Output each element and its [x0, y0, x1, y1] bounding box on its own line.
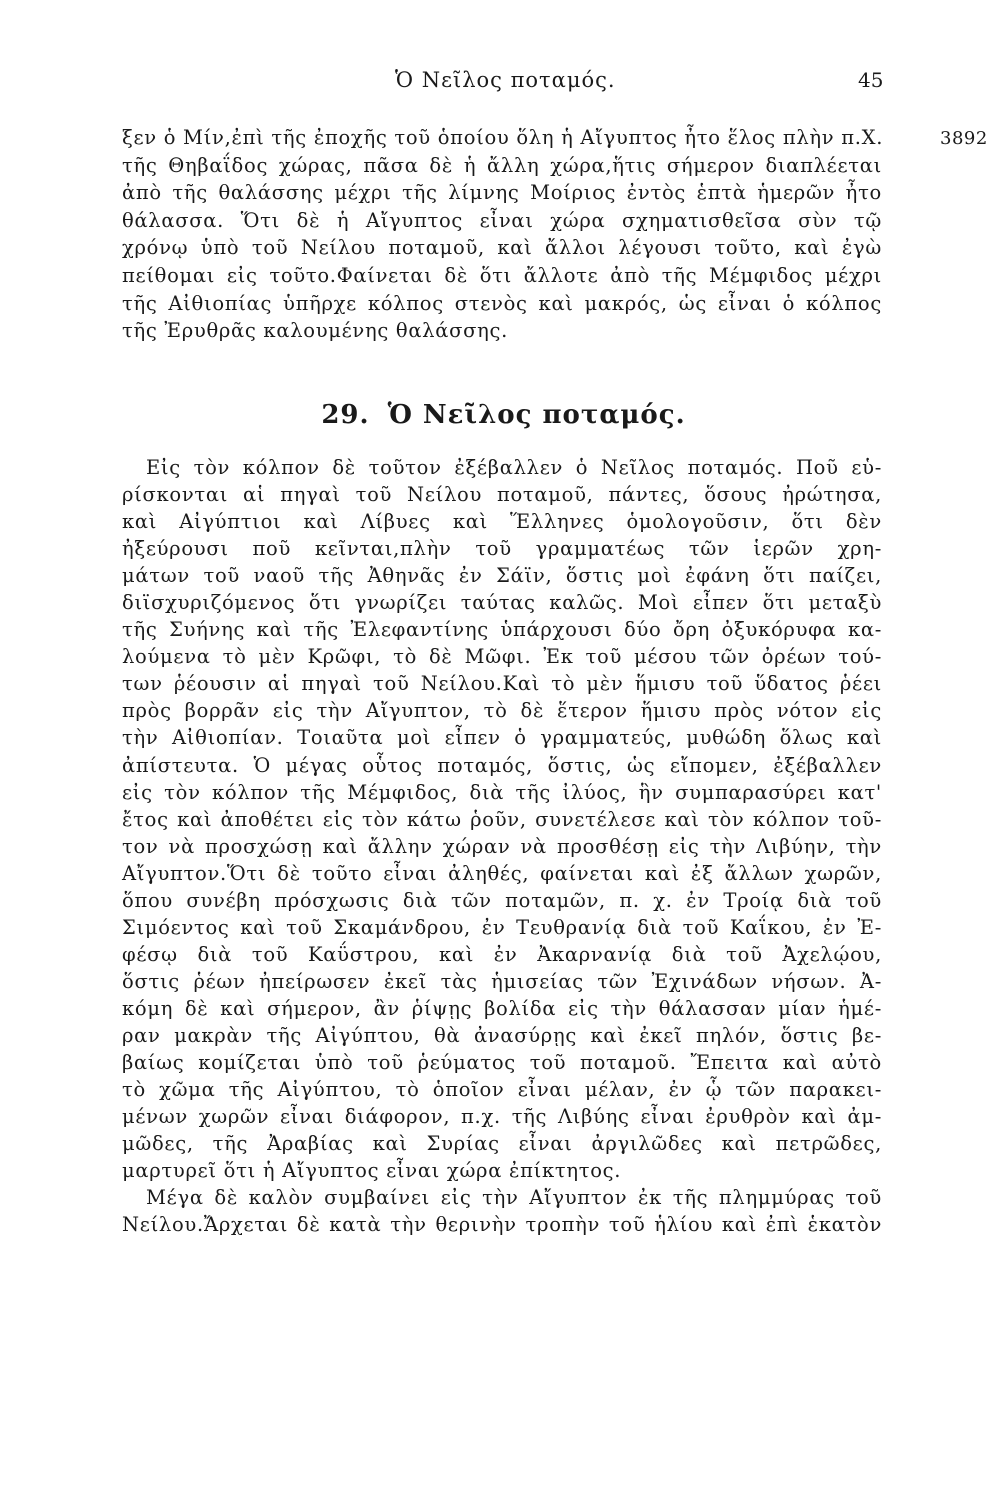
paragraph-2 [122, 454, 882, 1238]
text-line: ραν μακρὰν τῆς Αἰγύπτου, θὰ ἀνασύρῃς καὶ ἐκεῖ πηλόν, ὅστις βε- [122, 1023, 882, 1047]
paragraph-1 [122, 124, 882, 345]
page-number: 45 [858, 68, 884, 92]
text-line: ἔτος καὶ ἀποθέτει εἰς τὸν κάτω ῥοῦν, συνετέλεσε καὶ τὸν κόλπον τοῦ- [122, 807, 882, 831]
text-line: Νείλου.Ἄρχεται δὲ κατὰ τὴν θερινὴν τροπὴν τοῦ ἡλίου καὶ ἐπὶ ἑκατὸν [122, 1213, 882, 1237]
section-heading [0, 400, 1007, 430]
text-line: ὅστις ῥέων ἠπείρωσεν ἐκεῖ τὰς ἡμισείας τῶν Ἐχινάδων νήσων. Ἀ- [122, 969, 882, 993]
text-line: μαρτυρεῖ ὅτι ἡ Αἴγυπτος εἶναι χώρα ἐπίκτητος. [122, 1159, 622, 1183]
text-line: Μέγα δὲ καλὸν συμβαίνει εἰς τὴν Αἴγυπτον ἐκ τῆς πλημμύρας τοῦ [146, 1186, 882, 1210]
text-line: ὅπου συνέβη πρόσχωσις διὰ τῶν ποταμῶν, π. χ. ἐν Τροίᾳ διὰ τοῦ [122, 888, 882, 912]
text-line: πείθομαι εἰς τοῦτο.Φαίνεται δὲ ὅτι ἄλλοτε ἀπὸ τῆς Μέμφιδος μέχρι [122, 263, 882, 287]
text-line: θάλασσα. Ὅτι δὲ ἡ Αἴγυπτος εἶναι χώρα σχηματισθεῖσα σὺν τῷ [122, 208, 882, 232]
text-line: ἀπὸ τῆς θαλάσσης μέχρι τῆς λίμνης Μοίριος ἐντὸς ἑπτὰ ἡμερῶν ἦτο [122, 181, 882, 205]
text-line: τῆς Συήνης καὶ τῆς Ἐλεφαντίνης ὑπάρχουσι δύο ὄρη ὀξυκόρυφα κα- [122, 618, 882, 642]
text-line: των ῥέουσιν αἱ πηγαὶ τοῦ Νείλου.Καὶ τὸ μὲν ἥμισυ τοῦ ὕδατος ῥέει [122, 672, 882, 696]
text-line: τον νὰ προσχώσῃ καὶ ἄλλην χώραν νὰ προσθέσῃ εἰς τὴν Λιβύην, τὴν [122, 834, 882, 858]
text-line: καὶ Αἰγύπτιοι καὶ Λίβυες καὶ Ἕλληνες ὁμολογοῦσιν, ὅτι δὲν [122, 510, 882, 534]
text-line: πρὸς βορρᾶν εἰς τὴν Αἴγυπτον, τὸ δὲ ἕτερον ἥμισυ πρὸς νότον εἰς [122, 699, 882, 723]
text-line: τῆς Αἰθιοπίας ὑπῆρχε κόλπος στενὸς καὶ μακρός, ὡς εἶναι ὁ κόλπος [122, 291, 882, 315]
text-line: λούμενα τὸ μὲν Κρῶφι, τὸ δὲ Μῶφι. Ἐκ τοῦ μέσου τῶν ὀρέων τού- [122, 645, 882, 669]
text-line: βαίως κομίζεται ὑπὸ τοῦ ῥεύματος τοῦ ποταμοῦ. Ἔπειτα καὶ αὐτὸ [122, 1051, 882, 1075]
section-number: 29. [321, 400, 370, 430]
text-line: χρόνῳ ὑπὸ τοῦ Νείλου ποταμοῦ, καὶ ἄλλοι λέγουσι τοῦτο, καὶ ἐγὼ [122, 236, 882, 260]
text-line: κόμη δὲ καὶ σήμερον, ἂν ῥίψῃς βολίδα εἰς τὴν θάλασσαν μίαν ἡμέ- [122, 996, 882, 1020]
text-line: μάτων τοῦ ναοῦ τῆς Ἀθηνᾶς ἐν Σάϊν, ὅστις μοὶ ἐφάνη ὅτι παίζει, [122, 564, 882, 588]
text-line: ἠξεύρουσι ποῦ κεῖνται,πλὴν τοῦ γραμματέως τῶν ἱερῶν χρη- [122, 537, 882, 561]
text-line: ξεν ὁ Μίν,ἐπὶ τῆς ἐποχῆς τοῦ ὁποίου ὅλη ἡ Αἴγυπτος ἦτο ἕλος πλὴν π.Χ. [122, 126, 884, 149]
text-line: τὸ χῶμα τῆς Αἰγύπτου, τὸ ὁποῖον εἶναι μέλαν, ἐν ᾧ τῶν παρακει- [122, 1078, 882, 1102]
text-line: μῶδες, τῆς Ἀραβίας καὶ Συρίας εἶναι ἀργιλῶδες καὶ πετρῶδες, [122, 1132, 882, 1156]
text-line: φέσῳ διὰ τοῦ Καΰστρου, καὶ ἐν Ἀκαρνανίᾳ διὰ τοῦ Ἀχελῴου, [122, 942, 882, 966]
text-line: τὴν Αἰθιοπίαν. Τοιαῦτα μοὶ εἶπεν ὁ γραμματεύς, μυθώδη ὅλως καὶ [122, 726, 882, 750]
text-line: εἰς τὸν κόλπον τῆς Μέμφιδος, διὰ τῆς ἰλύος, ἣν συμπαρασύρει κατ' [122, 780, 882, 804]
text-line: μένων χωρῶν εἶναι διάφορον, π.χ. τῆς Λιβύης εἶναι ἐρυθρὸν καὶ ἀμ- [122, 1105, 882, 1129]
section-title: Ὁ Νεῖλος ποταμός. [387, 400, 686, 430]
text-line: ρίσκονται αἱ πηγαὶ τοῦ Νείλου ποταμοῦ, πάντες, ὅσους ἠρώτησα, [122, 483, 882, 507]
text-line: τῆς Ἐρυθρᾶς καλουμένης θαλάσσης. [122, 319, 509, 343]
text-line: διϊσχυριζόμενος ὅτι γνωρίζει ταύτας καλῶς. Μοὶ εἶπεν ὅτι μεταξὺ [122, 591, 882, 615]
text-line: Αἴγυπτον.Ὅτι δὲ τοῦτο εἶναι ἀληθές, φαίνεται καὶ ἐξ ἄλλων χωρῶν, [122, 861, 882, 885]
text-line: Εἰς τὸν κόλπον δὲ τοῦτον ἐξέβαλλεν ὁ Νεῖλος ποταμός. Ποῦ εὑ- [146, 456, 882, 479]
text-line: ἀπίστευτα. Ὁ μέγας οὗτος ποταμός, ὅστις, ὡς εἴπομεν, ἐξέβαλλεν [122, 753, 882, 777]
running-title: Ὁ Νεῖλος ποταμός. [395, 68, 616, 92]
text-line: τῆς Θηβαΐδος χώρας, πᾶσα δὲ ἡ ἄλλη χώρα,ἥτις σήμερον διαπλέεται [122, 153, 882, 177]
margin-note: 3892 [940, 128, 988, 149]
text-line: Σιμόεντος καὶ τοῦ Σκαμάνδρου, ἐν Τευθρανίᾳ διὰ τοῦ Καΐκου, ἐν Ἐ- [122, 915, 882, 939]
running-head [0, 68, 1007, 98]
